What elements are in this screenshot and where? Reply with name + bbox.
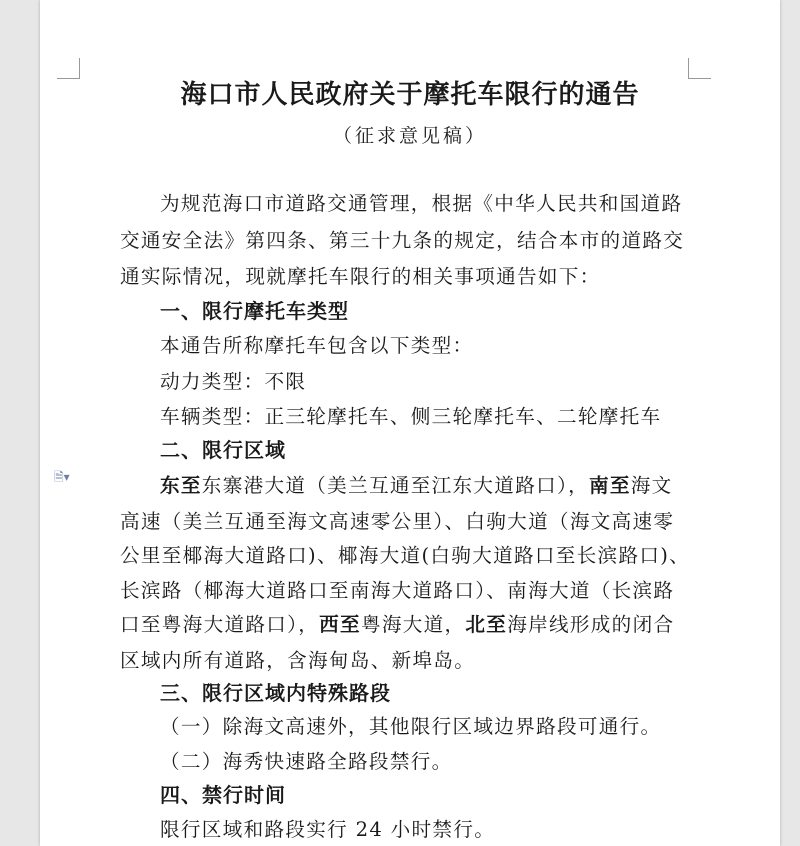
north-label: 北至	[465, 613, 508, 636]
line5-text: 口至粤海大道路口），	[120, 613, 320, 636]
section1-line-1: 本通告所称摩托车包含以下类型：	[160, 334, 474, 357]
section1-line-3: 车辆类型：正三轮摩托车、侧三轮摩托车、二轮摩托车	[160, 405, 662, 428]
west-label: 西至	[319, 613, 361, 636]
section2-line-3: 公里至椰海大道路口)、椰海大道(白驹大道路口至长滨路口)、	[120, 544, 691, 567]
section-heading-restricted-area: 二、限行区域	[160, 438, 286, 462]
section2-line-1	[160, 473, 673, 499]
south-label: 南至	[588, 474, 631, 497]
section3-line-1: （一）除海文高速外，其他限行区域边界路段可通行。	[160, 715, 662, 738]
section-heading-vehicle-types: 一、限行摩托车类型	[160, 299, 349, 323]
section2-line-5	[120, 612, 674, 638]
section2-line-2: 高速（美兰互通至海文高速零公里）、白驹大道（海文高速零	[120, 510, 675, 533]
section-heading-restriction-time: 四、禁行时间	[160, 783, 286, 807]
document-title: 海口市人民政府关于摩托车限行的通告	[180, 80, 640, 110]
document-subtitle: （征求意见稿）	[332, 125, 487, 147]
east-label: 东至	[160, 474, 202, 497]
document-icon[interactable]: 🗎▾	[54, 470, 70, 484]
section2-line-6: 区域内所有道路，含海甸岛、新埠岛。	[120, 649, 476, 672]
section3-line-2: （二）海秀快速路全路段禁行。	[160, 750, 453, 773]
section1-line-2: 动力类型：不限	[160, 370, 307, 393]
intro-line-3: 通实际情况，现就摩托车限行的相关事项通告如下：	[120, 265, 601, 288]
section-heading-special-roads: 三、限行区域内特殊路段	[160, 681, 391, 705]
south-text: 海文	[630, 474, 673, 497]
intro-line-1: 为规范海口市道路交通管理，根据《中华人民共和国道路	[160, 192, 683, 215]
north-text: 海岸线形成的闭合	[507, 613, 675, 636]
section2-line-4: 长滨路（椰海大道路口至南海大道路口）、南海大道（长滨路	[120, 579, 675, 602]
west-text: 粤海大道，	[360, 613, 466, 636]
section4-line-1: 限行区域和路段实行 24 小时禁行。	[160, 818, 496, 841]
east-text: 东寨港大道（美兰互通至江东大道路口），	[201, 474, 589, 497]
intro-line-2: 交通安全法》第四条、第三十九条的规定，结合本市的道路交	[120, 229, 685, 252]
